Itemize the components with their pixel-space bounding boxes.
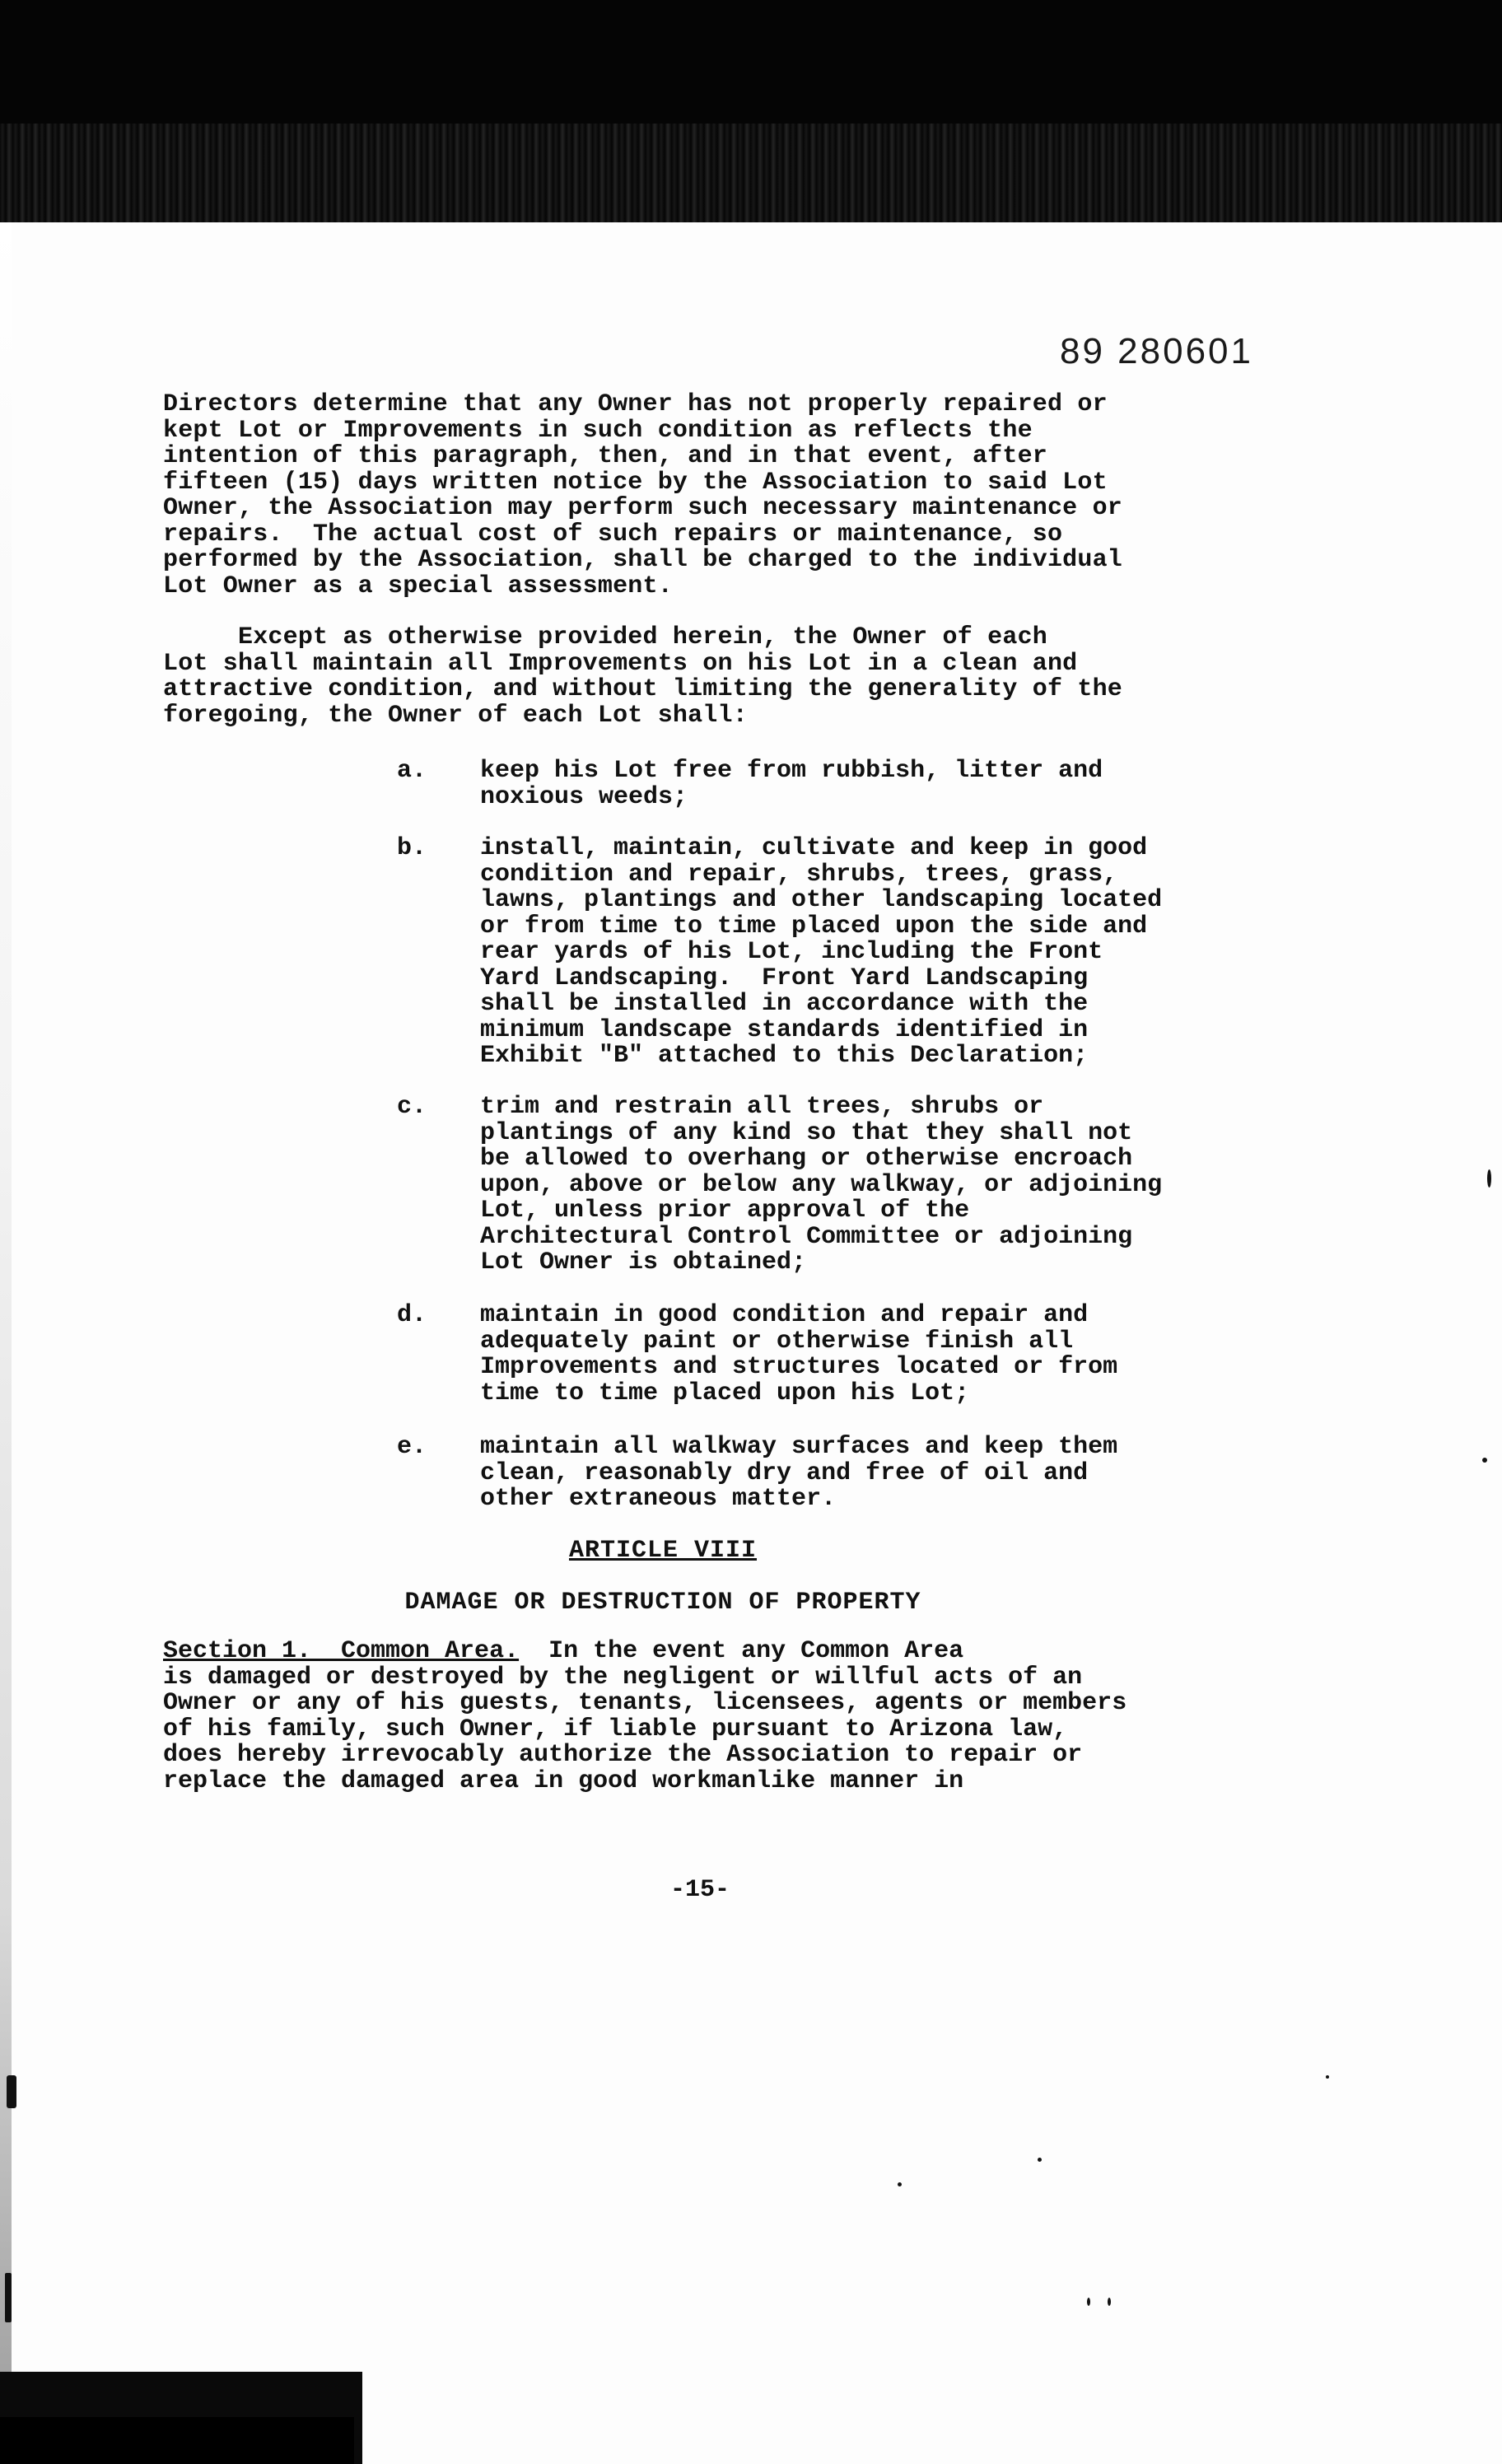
- scan-border-bottom-inner: [0, 2417, 354, 2464]
- section-label: Section 1. Common Area.: [163, 1637, 520, 1665]
- scan-speck: [7, 2075, 16, 2108]
- list-item-d: maintain in good condition and repair and adequately paint or otherwise finish all Improvements and structures located or from time to time placed upon his Lot;: [480, 1301, 1118, 1407]
- page-left-edge: [0, 222, 12, 2464]
- section-body: is damaged or destroyed by the negligent or willful acts of an Owner or any of his guests, tenants, licensees, agents or members of his family, such Owner, if liable pursuant to Arizona law, does hereby irrevocably authorize the Association to repair or replace the damaged area in good workmanlike manner in: [163, 1663, 1127, 1795]
- list-item-a: keep his Lot free from rubbish, litter and noxious weeds;: [480, 757, 1103, 811]
- list-marker-b: b.: [397, 834, 427, 862]
- scan-noise: [0, 124, 1502, 222]
- section-1-paragraph: [163, 1639, 1126, 1794]
- list-marker-d: d.: [397, 1301, 427, 1329]
- article-heading: ARTICLE VIII: [568, 1537, 758, 1565]
- scan-speck: [5, 2273, 12, 2322]
- scan-speck: [1038, 2158, 1042, 2162]
- list-marker-e: e.: [397, 1433, 427, 1461]
- page-number: -15-: [669, 1876, 730, 1904]
- scan-speck: [1326, 2075, 1329, 2079]
- list-marker-a: a.: [397, 757, 427, 785]
- list-item-c: trim and restrain all trees, shrubs or plantings of any kind so that they shall not be allowed to overhang or otherwise encroach upon, above or below any walkway, or adjoining Lot, unless prior approval of the Architectural Control Committee or adjoining Lot Owner is obtained;: [480, 1093, 1163, 1276]
- scan-speck: [1487, 1169, 1491, 1188]
- list-item-b: install, maintain, cultivate and keep in good condition and repair, shrubs, trees, grass, lawns, plantings and other landscaping located or from time to time placed upon the side and rear yards of his Lot, including the Front Yard Landscaping. Front Yard Landscaping shall be installed in accordance with the minimum landscape standards identified in Exhibit "B" attached to this Declaration;: [480, 834, 1163, 1070]
- list-marker-c: c.: [397, 1093, 427, 1121]
- list-item-e: maintain all walkway surfaces and keep them clean, reasonably dry and free of oil and other extraneous matter.: [480, 1433, 1118, 1513]
- scan-speck: [898, 2182, 902, 2186]
- paragraph-continued: Directors determine that any Owner has not properly repaired or kept Lot or Improvements in such condition as reflects the intention of this paragraph, then, and in that event, after fifteen (15) days written notice by the Association to said Lot Owner, the Association may perform such necessary maintenance or repairs. The actual cost of such repairs or maintenance, so performed by the Association, shall be charged to the individual Lot Owner as a special assessment.: [163, 390, 1122, 600]
- article-subheading: DAMAGE OR DESTRUCTION OF PROPERTY: [404, 1589, 921, 1617]
- paragraph-owner-maintenance: Except as otherwise provided herein, the Owner of each Lot shall maintain all Improvements on his Lot in a clean and attractive condition, and without limiting the generality of the foregoing, the Owner of each Lot shall:: [163, 623, 1122, 730]
- scan-speck: [1482, 1458, 1487, 1463]
- document-number: 89 280601: [1060, 331, 1253, 371]
- scan-speck: [1087, 2298, 1090, 2306]
- scan-speck: [1108, 2298, 1111, 2306]
- section-first-line: In the event any Common Area: [519, 1637, 964, 1665]
